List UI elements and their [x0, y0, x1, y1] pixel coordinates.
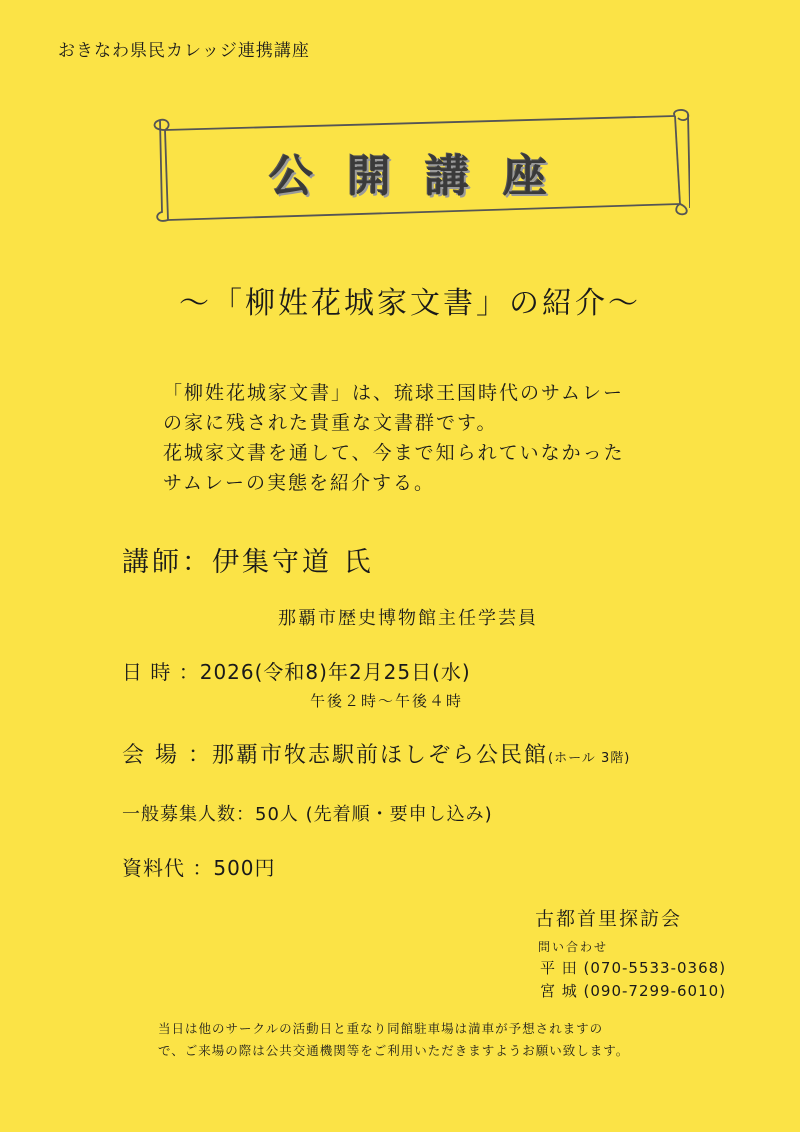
- page-title: 公開講座: [269, 151, 581, 202]
- lecturer-affiliation: 那覇市歴史博物館主任学芸員: [278, 608, 538, 629]
- lecturer: 講師：伊集守道 氏: [122, 547, 374, 578]
- organizer-name: 古都首里探訪会: [535, 908, 683, 930]
- venue-detail: (ホール 3階): [548, 751, 631, 766]
- fee: 資料代 ：500円: [122, 856, 276, 880]
- notice-line: で、ご来場の際は公共交通機関等をご利用いただきますようお願い致します。: [158, 1043, 630, 1058]
- parking-notice: [158, 1018, 629, 1062]
- subtitle: ～「柳姓花城家文書」の紹介～: [179, 286, 641, 321]
- event-time: 午後２時～午後４時: [310, 692, 464, 710]
- notice-line: 当日は他のサークルの活動日と重なり同館駐車場は満車が予想されますの: [158, 1021, 604, 1036]
- description-line: 花城家文書を通して、今まで知られていなかった: [163, 442, 625, 464]
- description-line: サムレーの実態を紹介する。: [163, 472, 436, 494]
- contact-item: 平 田 (070-5533-0368): [540, 959, 727, 977]
- capacity: 一般募集人数：50人 (先着順・要申し込み): [122, 804, 493, 825]
- venue-name: 会 場 ：那覇市牧志駅前ほしぞら公民館: [122, 743, 548, 768]
- description: [163, 378, 625, 498]
- description-line: 「柳姓花城家文書」は、琉球王国時代のサムレー: [163, 382, 625, 404]
- inquiry-label: 問い合わせ: [538, 940, 609, 954]
- event-date: 日 時 ：2026(令和8)年2月25日(水): [122, 660, 471, 684]
- description-line: の家に残された貴重な文書群です。: [163, 412, 498, 434]
- series-label: おきなわ県民カレッジ連携講座: [58, 41, 310, 61]
- venue: [122, 738, 630, 769]
- contact-item: 宮 城 (090-7299-6010): [540, 982, 727, 1000]
